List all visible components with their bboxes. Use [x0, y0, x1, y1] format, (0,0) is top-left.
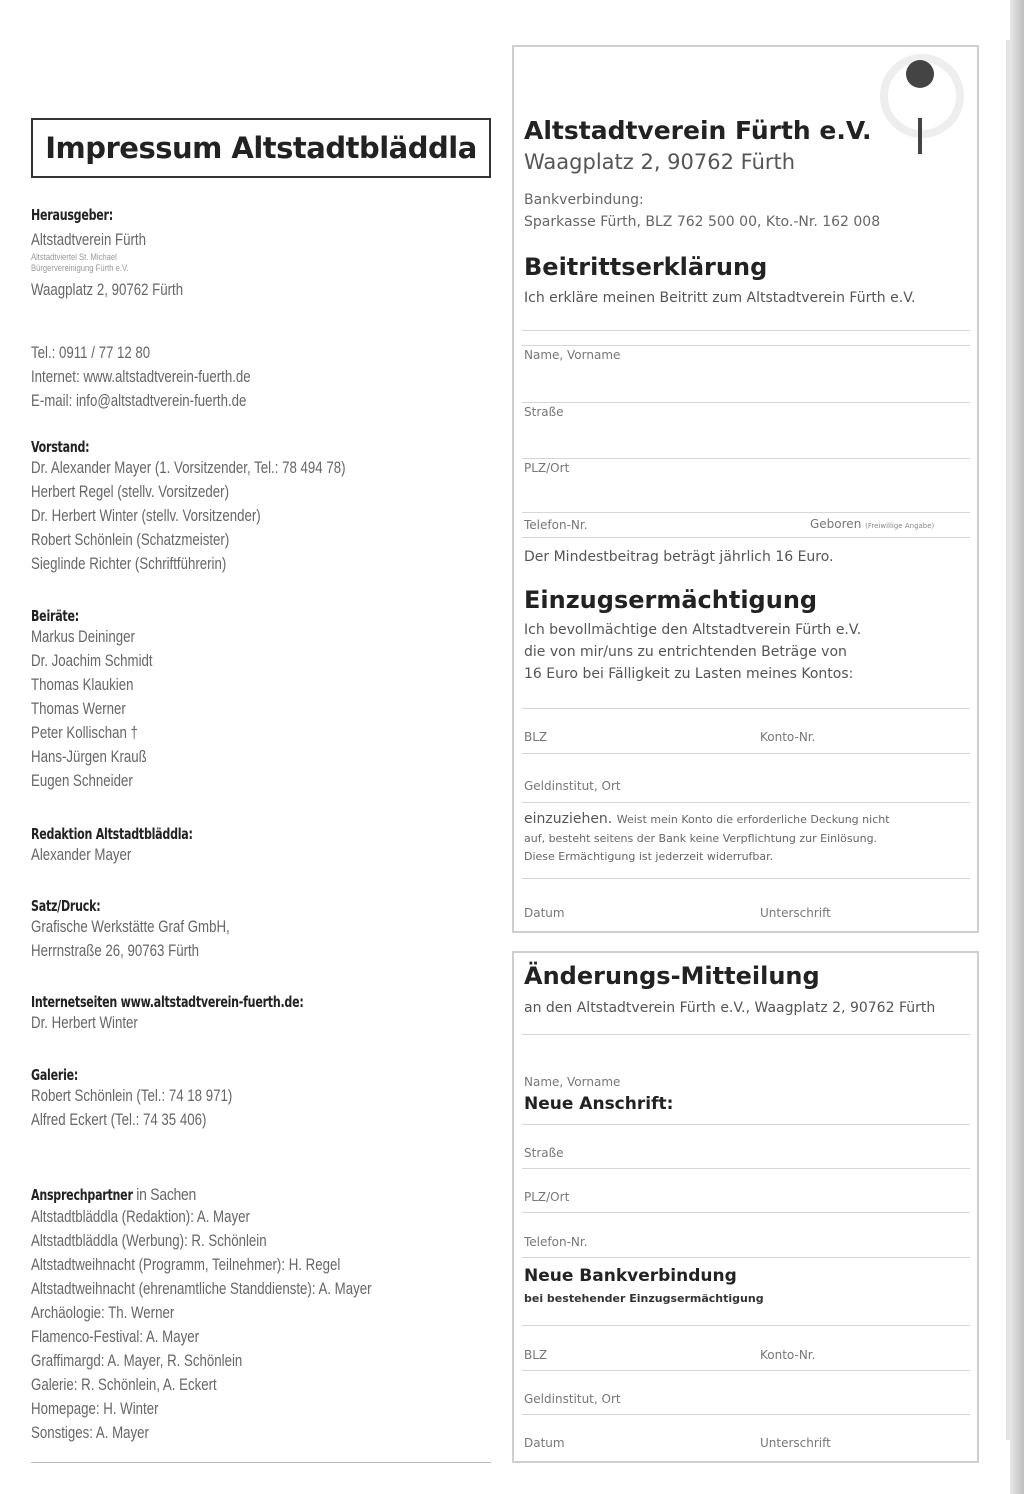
list-item: Grafische Werkstätte Graf GmbH,	[31, 917, 230, 936]
org-address: Waagplatz 2, 90762 Fürth	[524, 150, 796, 174]
list-item: Dr. Joachim Schmidt	[31, 651, 153, 670]
form-divider	[522, 802, 970, 803]
form-divider	[522, 402, 970, 403]
page-edge-line	[1006, 40, 1010, 1440]
form-divider	[522, 753, 970, 754]
vorstand-section	[31, 438, 491, 576]
contact-internet[interactable]: Internet: www.altstadtverein-fuerth.de	[31, 367, 251, 386]
einziehen-text	[524, 810, 890, 828]
beiraete-section	[31, 607, 491, 793]
list-item: Altstadtweihnacht (ehrenamtliche Standdienste): A. Mayer	[31, 1279, 372, 1298]
a-strasse-label: Straße	[524, 1146, 564, 1160]
aenderung-form-box	[512, 951, 979, 1463]
bottom-divider	[31, 1462, 491, 1463]
ansprech-heading-rest: in Sachen	[132, 1185, 197, 1204]
aenderung-subtitle: an den Altstadtverein Fürth e.V., Waagplatz 2, 90762 Fürth	[524, 1000, 936, 1016]
form-divider	[522, 512, 970, 513]
geboren-text: Geboren	[810, 517, 862, 531]
beitritt-intro: Ich erkläre meinen Beitritt zum Altstadtverein Fürth e.V.	[524, 290, 916, 306]
impressum-title-box	[31, 118, 491, 178]
list-item: Herbert Regel (stellv. Vorsitzeder)	[31, 482, 229, 501]
beiraete-heading: Beiräte:	[31, 607, 79, 625]
list-item: Alfred Eckert (Tel.: 74 35 406)	[31, 1110, 207, 1129]
a-unterschrift-label: Unterschrift	[760, 1436, 831, 1450]
list-item: Alexander Mayer	[31, 845, 132, 864]
list-item: Dr. Herbert Winter (stellv. Vorsitzender)	[31, 506, 261, 525]
a-plz-label: PLZ/Ort	[524, 1190, 570, 1204]
field-plz-label: PLZ/Ort	[524, 461, 570, 475]
konto-label: Konto-Nr.	[760, 730, 816, 744]
list-item: Flamenco-Festival: A. Mayer	[31, 1327, 200, 1346]
beitritt-form-box	[512, 45, 979, 933]
name-field[interactable]	[522, 345, 970, 386]
galerie-heading: Galerie:	[31, 1066, 79, 1084]
satz-heading: Satz/Druck:	[31, 897, 101, 915]
form-divider	[522, 1034, 970, 1035]
contact-section	[31, 341, 491, 413]
list-item: Sieglinde Richter (Schriftführerin)	[31, 554, 227, 573]
list-item: Eugen Schneider	[31, 771, 133, 790]
form-divider	[522, 1124, 970, 1125]
satz-section	[31, 897, 491, 963]
neue-anschrift-heading: Neue Anschrift:	[524, 1094, 674, 1114]
contact-tel: Tel.: 0911 / 77 12 80	[31, 343, 151, 362]
org-name: Altstadtverein Fürth e.V.	[524, 116, 872, 145]
einziehen-word: einzuziehen.	[524, 811, 613, 827]
unterschrift-label: Unterschrift	[760, 906, 831, 920]
list-item: Altstadtweihnacht (Programm, Teilnehmer): H. Regel	[31, 1255, 341, 1274]
herausgeber-section	[31, 206, 491, 302]
a-konto-label: Konto-Nr.	[760, 1348, 816, 1362]
list-item: Thomas Klaukien	[31, 675, 134, 694]
field-name-label: Name, Vorname	[524, 348, 621, 362]
blz-label: BLZ	[524, 730, 548, 744]
form-divider	[522, 708, 970, 709]
internetseiten-section	[31, 993, 491, 1035]
contact-email[interactable]: E-mail: info@altstadtverein-fuerth.de	[31, 391, 247, 410]
a-datum-label: Datum	[524, 1436, 565, 1450]
form-divider	[522, 1414, 970, 1415]
mindestbeitrag-text: Der Mindestbeitrag beträgt jährlich 16 Euro.	[524, 549, 834, 565]
herausgeber-address: Waagplatz 2, 90762 Fürth	[31, 280, 184, 299]
geldinstitut-label: Geldinstitut, Ort	[524, 779, 621, 793]
form-divider	[522, 330, 970, 331]
einzug-note-line: Diese Ermächtigung ist jederzeit widerrufbar.	[524, 850, 774, 863]
list-item: Galerie: R. Schönlein, A. Eckert	[31, 1375, 217, 1394]
bank-details: Sparkasse Fürth, BLZ 762 500 00, Kto.-Nr. 162 008	[524, 214, 881, 230]
a-blz-label: BLZ	[524, 1348, 548, 1362]
neue-bank-sub: bei bestehender Einzugsermächtigung	[524, 1292, 764, 1305]
a-telefon-label: Telefon-Nr.	[524, 1235, 588, 1249]
form-divider	[522, 537, 970, 538]
form-divider	[522, 1212, 970, 1213]
redaktion-section	[31, 825, 491, 867]
a-name-label: Name, Vorname	[524, 1075, 621, 1089]
herausgeber-sub2: Bürgervereinigung Fürth e.V.	[31, 263, 129, 273]
list-item: Dr. Alexander Mayer (1. Vorsitzender, Tel.: 78 494 78)	[31, 458, 346, 477]
field-strasse-label: Straße	[524, 405, 564, 419]
page-edge-shadow	[1010, 0, 1024, 1494]
logo-icon	[878, 52, 968, 162]
form-divider	[522, 878, 970, 879]
list-item: Thomas Werner	[31, 699, 126, 718]
einzug-line: 16 Euro bei Fälligkeit zu Lasten meines Kontos:	[524, 666, 854, 682]
list-item: Archäologie: Th. Werner	[31, 1303, 175, 1322]
bank-label: Bankverbindung:	[524, 192, 644, 208]
list-item: Herrnstraße 26, 90763 Fürth	[31, 941, 200, 960]
field-geboren-label	[810, 517, 934, 531]
einzug-line: Ich bevollmächtige den Altstadtverein Fürth e.V.	[524, 622, 862, 638]
list-item: Altstadtbläddla (Redaktion): A. Mayer	[31, 1207, 250, 1226]
list-item: Graffimargd: A. Mayer, R. Schönlein	[31, 1351, 243, 1370]
list-item: Robert Schönlein (Schatzmeister)	[31, 530, 230, 549]
aenderung-title: Änderungs-Mitteilung	[524, 962, 820, 990]
list-item: Dr. Herbert Winter	[31, 1013, 138, 1032]
list-item: Sonstiges: A. Mayer	[31, 1423, 149, 1442]
a-geldinstitut-label: Geldinstitut, Ort	[524, 1392, 621, 1406]
list-item: Homepage: H. Winter	[31, 1399, 159, 1418]
ansprech-section	[31, 1185, 491, 1445]
form-divider	[522, 1325, 970, 1326]
field-telefon-label: Telefon-Nr.	[524, 518, 588, 532]
list-item: Robert Schönlein (Tel.: 74 18 971)	[31, 1086, 233, 1105]
ansprech-heading	[31, 1185, 408, 1205]
form-divider	[522, 1168, 970, 1169]
beitritt-title: Beitrittserklärung	[524, 253, 768, 281]
form-divider	[522, 458, 970, 459]
vorstand-heading: Vorstand:	[31, 438, 90, 456]
form-divider	[522, 1370, 970, 1371]
einzug-line: die von mir/uns zu entrichtenden Beträge von	[524, 644, 847, 660]
geboren-note: (Freiwillige Angabe)	[865, 522, 935, 530]
einzug-note-line: auf, besteht seitens der Bank keine Verpflichtung zur Einlösung.	[524, 832, 878, 845]
internetseiten-heading: Internetseiten www.altstadtverein-fuerth.de:	[31, 993, 304, 1011]
form-divider	[522, 1257, 970, 1258]
herausgeber-heading: Herausgeber:	[31, 206, 113, 224]
galerie-section	[31, 1066, 491, 1132]
einzug-title: Einzugsermächtigung	[524, 586, 818, 614]
herausgeber-name: Altstadtverein Fürth	[31, 230, 146, 249]
list-item: Markus Deininger	[31, 627, 135, 646]
herausgeber-sub1: Altstadtviertel St. Michael	[31, 252, 117, 262]
redaktion-heading: Redaktion Altstadtbläddla:	[31, 825, 193, 843]
impressum-title: Impressum Altstadtbläddla	[45, 131, 477, 165]
list-item: Altstadtbläddla (Werbung): R. Schönlein	[31, 1231, 267, 1250]
ansprech-heading-bold: Ansprechpartner	[31, 1186, 133, 1204]
datum-label: Datum	[524, 906, 565, 920]
list-item: Peter Kollischan †	[31, 723, 138, 742]
list-item: Hans-Jürgen Krauß	[31, 747, 147, 766]
neue-bank-heading: Neue Bankverbindung	[524, 1266, 737, 1286]
einziehen-note: Weist mein Konto die erforderliche Deckung nicht	[616, 813, 890, 826]
